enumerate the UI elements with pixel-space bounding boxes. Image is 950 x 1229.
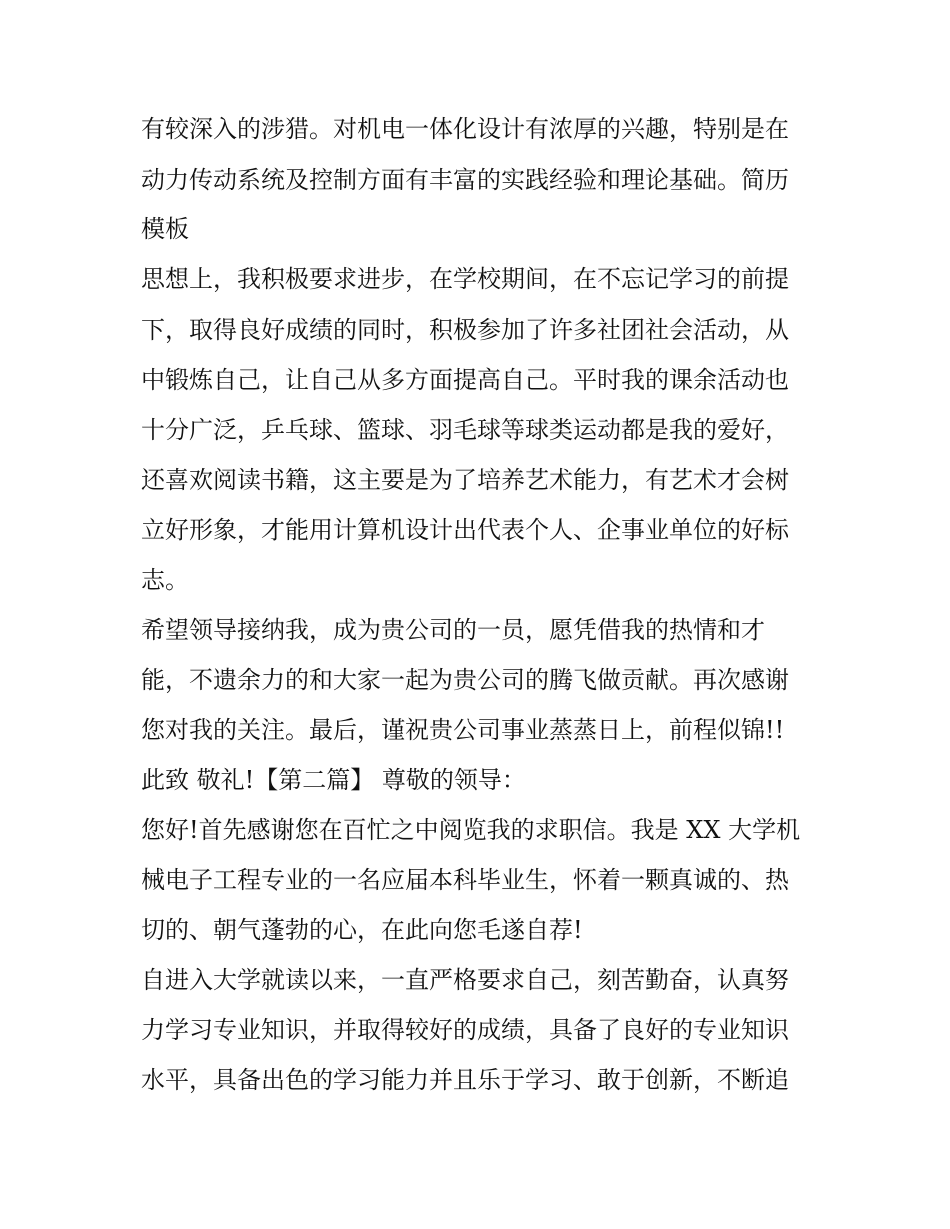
text-line: 您好!首先感谢您在百忙之中阅览我的求职信。我是 XX 大学机 — [141, 816, 801, 844]
text-line: 还喜欢阅读书籍，这主要是为了培养艺术能力，有艺术才会树 — [141, 466, 789, 494]
text-line: 动力传动系统及控制方面有丰富的实践经验和理论基础。简历 — [141, 166, 789, 194]
text-line: 此致 敬礼!【第二篇】 尊敬的领导： — [141, 766, 526, 794]
text-line: 思想上，我积极要求进步，在学校期间，在不忘记学习的前提 — [141, 265, 789, 293]
text-line: 有较深入的涉猎。对机电一体化设计有浓厚的兴趣，特别是在 — [141, 115, 789, 143]
text-line: 力学习专业知识，并取得较好的成绩，具备了良好的专业知识 — [141, 1016, 789, 1044]
text-line: 水平，具备出色的学习能力并且乐于学习、敢于创新，不断追 — [141, 1066, 789, 1094]
text-line: 十分广泛，乒乓球、篮球、羽毛球等球类运动都是我的爱好， — [141, 416, 789, 444]
text-line: 自进入大学就读以来，一直严格要求自己，刻苦勤奋，认真努 — [141, 966, 789, 994]
text-line: 立好形象，才能用计算机设计出代表个人、企事业单位的好标 — [141, 516, 789, 544]
text-line: 能，不遗余力的和大家一起为贵公司的腾飞做贡献。再次感谢 — [141, 666, 789, 694]
text-line: 切的、朝气蓬勃的心，在此向您毛遂自荐! — [141, 916, 583, 944]
text-line: 械电子工程专业的一名应届本科毕业生，怀着一颗真诚的、热 — [141, 866, 789, 894]
text-line: 下，取得良好成绩的同时，积极参加了许多社团社会活动，从 — [141, 316, 789, 344]
text-line: 中锻炼自己，让自己从多方面提高自己。平时我的课余活动也 — [141, 366, 789, 394]
text-line: 希望领导接纳我，成为贵公司的一员，愿凭借我的热情和才 — [141, 616, 765, 644]
text-line: 模板 — [141, 215, 189, 243]
text-line: 志。 — [141, 566, 189, 594]
text-line: 您对我的关注。最后，谨祝贵公司事业蒸蒸日上，前程似锦!! — [141, 716, 785, 744]
